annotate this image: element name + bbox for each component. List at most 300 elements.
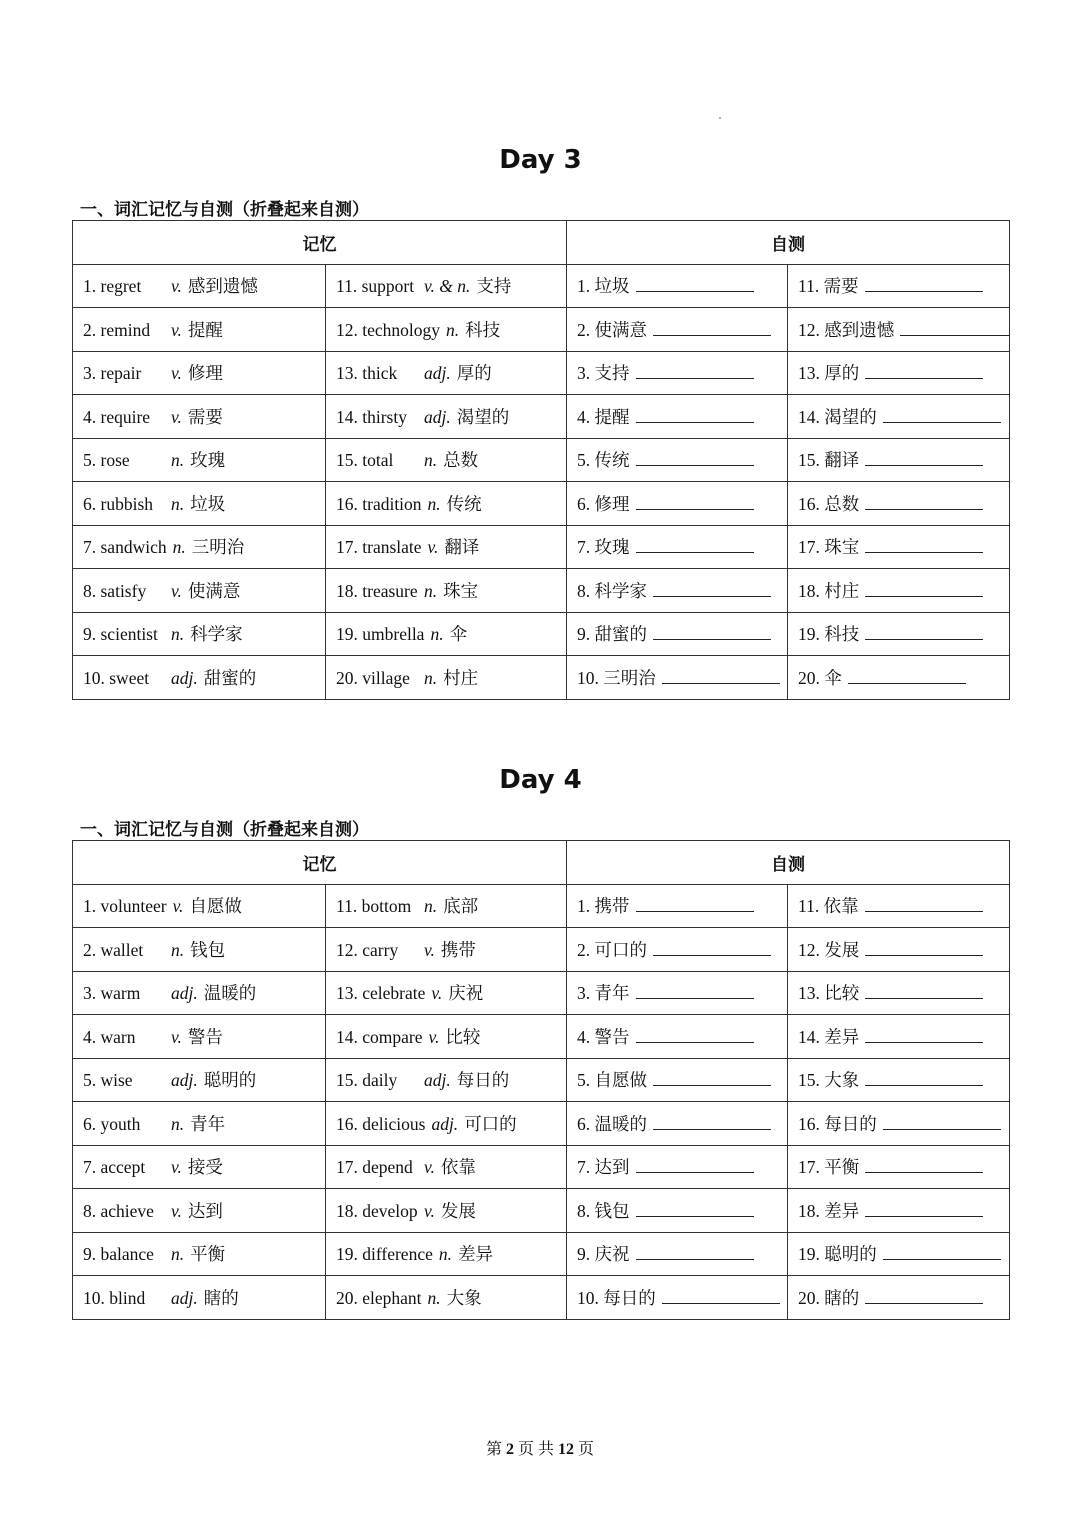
- test-prompt: 16. 每日的: [798, 1113, 877, 1134]
- part-of-speech: adj.: [431, 1113, 459, 1134]
- answer-blank[interactable]: [865, 941, 983, 956]
- test-prompt: 20. 伞: [798, 667, 842, 688]
- chinese-meaning: 警告: [187, 1026, 223, 1047]
- answer-blank[interactable]: [865, 495, 983, 510]
- chinese-meaning: 支持: [476, 276, 512, 297]
- section-heading: 一、词汇记忆与自测（折叠起来自测）: [80, 820, 369, 840]
- table-row: [73, 656, 1010, 700]
- vocab-word: 12. carry: [336, 939, 399, 960]
- test-cell: [567, 971, 788, 1015]
- memory-cell: [326, 928, 567, 972]
- memory-cell: [73, 656, 326, 700]
- part-of-speech: n.: [438, 1244, 452, 1265]
- test-cell: [567, 1232, 788, 1276]
- test-cell: [567, 1102, 788, 1146]
- answer-blank[interactable]: [900, 321, 1009, 336]
- test-cell: [788, 971, 1010, 1015]
- answer-blank[interactable]: [662, 1289, 780, 1304]
- test-prompt: 3. 青年: [577, 983, 630, 1004]
- chinese-meaning: 瞎的: [203, 1287, 239, 1308]
- vocab-word: 20. village: [336, 667, 410, 688]
- answer-blank[interactable]: [636, 984, 754, 999]
- table-row: [73, 308, 1010, 352]
- memory-cell: [73, 525, 326, 569]
- memory-cell: [326, 1015, 567, 1059]
- answer-blank[interactable]: [636, 451, 754, 466]
- table-row: [73, 1058, 1010, 1102]
- test-prompt: 7. 玫瑰: [577, 537, 630, 558]
- vocab-word: 8. satisfy: [83, 580, 147, 601]
- table-row: [73, 438, 1010, 482]
- test-prompt: 1. 携带: [577, 896, 630, 917]
- test-prompt: 3. 支持: [577, 363, 630, 384]
- answer-blank[interactable]: [636, 1202, 754, 1217]
- answer-blank[interactable]: [653, 941, 771, 956]
- answer-blank[interactable]: [636, 364, 754, 379]
- test-prompt: 16. 总数: [798, 493, 860, 514]
- test-cell: [567, 308, 788, 352]
- vocab-word: 15. total: [336, 450, 394, 471]
- test-cell: [567, 656, 788, 700]
- vocab-word: 14. thirsty: [336, 406, 407, 427]
- vocab-word: 5. rose: [83, 450, 130, 471]
- vocab-word: 18. treasure: [336, 580, 418, 601]
- chinese-meaning: 达到: [187, 1200, 223, 1221]
- part-of-speech: n.: [172, 537, 186, 558]
- memory-cell: [326, 1276, 567, 1320]
- test-cell: [788, 482, 1010, 526]
- vocab-word: 19. umbrella: [336, 624, 425, 645]
- test-cell: [567, 928, 788, 972]
- answer-blank[interactable]: [865, 538, 983, 553]
- part-of-speech: n.: [171, 1113, 185, 1134]
- test-cell: [788, 1276, 1010, 1320]
- day-title: Day 4: [499, 765, 582, 795]
- chinese-meaning: 总数: [443, 450, 479, 471]
- memory-cell: [326, 1102, 567, 1146]
- vocab-word: 15. daily: [336, 1070, 398, 1091]
- answer-blank[interactable]: [865, 451, 983, 466]
- table-row: [73, 1189, 1010, 1233]
- test-prompt: 13. 厚的: [798, 363, 860, 384]
- answer-blank[interactable]: [636, 1245, 754, 1260]
- memory-cell: [73, 438, 326, 482]
- memory-cell: [326, 1189, 567, 1233]
- chinese-meaning: 需要: [187, 406, 223, 427]
- memory-header: 记忆: [73, 221, 567, 265]
- vocab-word: 5. wise: [83, 1070, 133, 1091]
- test-prompt: 10. 每日的: [577, 1287, 656, 1308]
- part-of-speech: adj.: [424, 406, 451, 427]
- chinese-meaning: 玫瑰: [190, 450, 226, 471]
- answer-blank[interactable]: [865, 582, 983, 597]
- test-cell: [567, 1015, 788, 1059]
- memory-cell: [73, 351, 326, 395]
- test-prompt: 20. 瞎的: [798, 1287, 860, 1308]
- footer-middle: 页 共: [517, 1441, 554, 1458]
- vocab-word: 2. remind: [83, 319, 151, 340]
- answer-blank[interactable]: [865, 984, 983, 999]
- answer-blank[interactable]: [636, 538, 754, 553]
- test-cell: [567, 525, 788, 569]
- part-of-speech: n.: [424, 450, 438, 471]
- test-prompt: 10. 三明治: [577, 667, 656, 688]
- answer-blank[interactable]: [636, 408, 754, 423]
- table-row: [73, 1015, 1010, 1059]
- table-row: [73, 395, 1010, 439]
- vocab-word: 18. develop: [336, 1200, 418, 1221]
- part-of-speech: v.: [171, 1026, 182, 1047]
- test-cell: [788, 1102, 1010, 1146]
- chinese-meaning: 使满意: [187, 580, 241, 601]
- test-prompt: 13. 比较: [798, 983, 860, 1004]
- part-of-speech: n.: [171, 450, 185, 471]
- test-cell: [788, 1058, 1010, 1102]
- part-of-speech: v.: [424, 1157, 435, 1178]
- vocab-word: 20. elephant: [336, 1287, 422, 1308]
- memory-cell: [73, 1232, 326, 1276]
- test-cell: [567, 1058, 788, 1102]
- chinese-meaning: 聪明的: [203, 1070, 257, 1091]
- part-of-speech: adj.: [171, 667, 198, 688]
- test-header: 自测: [567, 841, 1010, 885]
- test-cell: [788, 928, 1010, 972]
- part-of-speech: n.: [427, 1287, 441, 1308]
- part-of-speech: adj.: [171, 983, 198, 1004]
- part-of-speech: v.: [424, 1200, 435, 1221]
- test-prompt: 14. 渴望的: [798, 406, 877, 427]
- test-cell: [567, 612, 788, 656]
- test-cell: [567, 1145, 788, 1189]
- test-prompt: 19. 聪明的: [798, 1244, 877, 1265]
- test-prompt: 6. 温暖的: [577, 1113, 647, 1134]
- vocab-word: 16. tradition: [336, 493, 422, 514]
- part-of-speech: v.: [171, 363, 182, 384]
- answer-blank[interactable]: [865, 897, 983, 912]
- vocab-word: 16. delicious: [336, 1113, 426, 1134]
- page-footer: [0, 1436, 1080, 1459]
- part-of-speech: v.: [171, 1200, 182, 1221]
- memory-cell: [73, 612, 326, 656]
- vocab-word: 8. achieve: [83, 1200, 154, 1221]
- vocab-word: 11. bottom: [336, 896, 412, 917]
- part-of-speech: v. & n.: [424, 276, 471, 297]
- memory-cell: [73, 264, 326, 308]
- chinese-meaning: 庆祝: [448, 983, 484, 1004]
- chinese-meaning: 钱包: [190, 939, 226, 960]
- answer-blank[interactable]: [662, 669, 780, 684]
- answer-blank[interactable]: [865, 1289, 983, 1304]
- table-row: [73, 1232, 1010, 1276]
- test-cell: [788, 264, 1010, 308]
- chinese-meaning: 翻译: [444, 537, 480, 558]
- answer-blank[interactable]: [883, 408, 1001, 423]
- test-prompt: 12. 感到遗憾: [798, 319, 895, 340]
- chinese-meaning: 垃圾: [190, 493, 226, 514]
- chinese-meaning: 青年: [190, 1113, 226, 1134]
- footer-total: 12: [558, 1441, 574, 1458]
- vocab-word: 14. compare: [336, 1026, 423, 1047]
- memory-cell: [326, 308, 567, 352]
- test-cell: [788, 1189, 1010, 1233]
- part-of-speech: adj.: [424, 363, 451, 384]
- part-of-speech: v.: [172, 896, 184, 917]
- answer-blank[interactable]: [653, 1115, 771, 1130]
- table-row: [73, 612, 1010, 656]
- test-prompt: 11. 需要: [798, 276, 859, 297]
- chinese-meaning: 提醒: [187, 319, 223, 340]
- speck-mark: [719, 117, 721, 119]
- chinese-meaning: 比较: [445, 1026, 481, 1047]
- day-title: Day 3: [499, 145, 582, 175]
- vocab-word: 13. celebrate: [336, 983, 426, 1004]
- chinese-meaning: 每日的: [456, 1070, 510, 1091]
- part-of-speech: v.: [171, 1157, 182, 1178]
- vocab-word: 13. thick: [336, 363, 398, 384]
- test-cell: [567, 482, 788, 526]
- vocab-table: [72, 840, 1010, 1320]
- test-cell: [567, 569, 788, 613]
- test-prompt: 9. 甜蜜的: [577, 624, 647, 645]
- memory-cell: [326, 971, 567, 1015]
- vocab-word: 7. sandwich: [83, 537, 167, 558]
- vocab-word: 4. require: [83, 406, 151, 427]
- memory-cell: [73, 971, 326, 1015]
- vocab-word: 3. warm: [83, 983, 141, 1004]
- test-prompt: 7. 达到: [577, 1157, 630, 1178]
- part-of-speech: n.: [171, 493, 185, 514]
- test-cell: [788, 438, 1010, 482]
- table-row: [73, 525, 1010, 569]
- part-of-speech: v.: [171, 406, 182, 427]
- chinese-meaning: 修理: [187, 363, 223, 384]
- vocab-word: 3. repair: [83, 363, 142, 384]
- vocab-word: 4. warn: [83, 1026, 136, 1047]
- test-prompt: 18. 差异: [798, 1200, 860, 1221]
- memory-cell: [73, 482, 326, 526]
- answer-blank[interactable]: [636, 897, 754, 912]
- answer-blank[interactable]: [636, 277, 754, 292]
- test-prompt: 15. 翻译: [798, 450, 860, 471]
- test-cell: [567, 884, 788, 928]
- memory-cell: [326, 612, 567, 656]
- table-row: [73, 569, 1010, 613]
- test-prompt: 1. 垃圾: [577, 276, 630, 297]
- vocab-word: 19. difference: [336, 1244, 433, 1265]
- test-cell: [567, 438, 788, 482]
- table-row: [73, 351, 1010, 395]
- test-prompt: 17. 平衡: [798, 1157, 860, 1178]
- test-prompt: 8. 科学家: [577, 580, 647, 601]
- memory-cell: [326, 525, 567, 569]
- chinese-meaning: 携带: [440, 939, 476, 960]
- chinese-meaning: 平衡: [190, 1244, 226, 1265]
- answer-blank[interactable]: [865, 1158, 983, 1173]
- test-prompt: 15. 大象: [798, 1070, 860, 1091]
- test-prompt: 5. 传统: [577, 450, 630, 471]
- table-row: [73, 928, 1010, 972]
- test-prompt: 4. 提醒: [577, 406, 630, 427]
- answer-blank[interactable]: [865, 1202, 983, 1217]
- memory-cell: [73, 884, 326, 928]
- chinese-meaning: 厚的: [456, 363, 492, 384]
- vocab-word: 10. sweet: [83, 667, 150, 688]
- part-of-speech: n.: [424, 667, 438, 688]
- answer-blank[interactable]: [865, 1028, 983, 1043]
- chinese-meaning: 发展: [440, 1200, 476, 1221]
- memory-cell: [73, 395, 326, 439]
- answer-blank[interactable]: [653, 625, 771, 640]
- memory-cell: [326, 1058, 567, 1102]
- answer-blank[interactable]: [865, 364, 983, 379]
- test-cell: [788, 1015, 1010, 1059]
- answer-blank[interactable]: [636, 1028, 754, 1043]
- test-cell: [567, 1189, 788, 1233]
- chinese-meaning: 感到遗憾: [187, 276, 258, 297]
- table-row: [73, 482, 1010, 526]
- test-cell: [788, 612, 1010, 656]
- table-row: [73, 971, 1010, 1015]
- test-cell: [788, 525, 1010, 569]
- test-cell: [788, 395, 1010, 439]
- memory-header: 记忆: [73, 841, 567, 885]
- answer-blank[interactable]: [653, 1071, 771, 1086]
- table-row: [73, 1145, 1010, 1189]
- memory-cell: [73, 308, 326, 352]
- chinese-meaning: 自愿做: [189, 896, 242, 917]
- chinese-meaning: 珠宝: [443, 580, 479, 601]
- vocab-word: 10. blind: [83, 1287, 146, 1308]
- answer-blank[interactable]: [653, 582, 771, 597]
- chinese-meaning: 温暖的: [203, 983, 257, 1004]
- test-prompt: 5. 自愿做: [577, 1070, 647, 1091]
- test-prompt: 2. 使满意: [577, 319, 647, 340]
- memory-cell: [326, 569, 567, 613]
- chinese-meaning: 依靠: [440, 1157, 476, 1178]
- test-prompt: 4. 警告: [577, 1026, 630, 1047]
- part-of-speech: n.: [430, 624, 444, 645]
- part-of-speech: v.: [427, 537, 439, 558]
- part-of-speech: v.: [171, 276, 182, 297]
- memory-cell: [326, 482, 567, 526]
- part-of-speech: adj.: [171, 1070, 198, 1091]
- part-of-speech: v.: [424, 939, 435, 960]
- part-of-speech: adj.: [171, 1287, 198, 1308]
- test-prompt: 17. 珠宝: [798, 537, 860, 558]
- part-of-speech: n.: [424, 580, 438, 601]
- memory-cell: [73, 1276, 326, 1320]
- part-of-speech: n.: [427, 493, 441, 514]
- test-prompt: 9. 庆祝: [577, 1244, 630, 1265]
- answer-blank[interactable]: [653, 321, 771, 336]
- chinese-meaning: 差异: [457, 1244, 493, 1265]
- test-header: 自测: [567, 221, 1010, 265]
- part-of-speech: adj.: [424, 1070, 451, 1091]
- chinese-meaning: 底部: [443, 896, 479, 917]
- vocab-table: [72, 220, 1010, 700]
- part-of-speech: n.: [171, 939, 185, 960]
- answer-blank[interactable]: [865, 1071, 983, 1086]
- vocab-word: 12. technology: [336, 319, 441, 340]
- test-cell: [788, 308, 1010, 352]
- part-of-speech: n.: [171, 1244, 185, 1265]
- memory-cell: [73, 1102, 326, 1146]
- memory-cell: [326, 264, 567, 308]
- footer-page: 2: [505, 1441, 514, 1458]
- answer-blank[interactable]: [883, 1245, 1001, 1260]
- chinese-meaning: 三明治: [191, 537, 245, 558]
- test-cell: [788, 569, 1010, 613]
- table-row: [73, 884, 1010, 928]
- chinese-meaning: 伞: [449, 624, 468, 645]
- test-cell: [788, 351, 1010, 395]
- test-prompt: 12. 发展: [798, 939, 860, 960]
- footer-prefix: 第: [485, 1441, 502, 1458]
- test-prompt: 14. 差异: [798, 1026, 860, 1047]
- part-of-speech: v.: [431, 983, 443, 1004]
- vocab-word: 6. youth: [83, 1113, 141, 1134]
- test-prompt: 2. 可口的: [577, 939, 647, 960]
- test-cell: [788, 884, 1010, 928]
- memory-cell: [326, 884, 567, 928]
- memory-cell: [326, 1145, 567, 1189]
- table-row: [73, 1276, 1010, 1320]
- part-of-speech: v.: [171, 319, 182, 340]
- memory-cell: [73, 1058, 326, 1102]
- vocab-word: 1. regret: [83, 276, 142, 297]
- test-prompt: 6. 修理: [577, 493, 630, 514]
- answer-blank[interactable]: [636, 495, 754, 510]
- test-prompt: 11. 依靠: [798, 896, 859, 917]
- test-cell: [567, 395, 788, 439]
- vocab-word: 2. wallet: [83, 939, 144, 960]
- memory-cell: [326, 351, 567, 395]
- chinese-meaning: 可口的: [464, 1113, 517, 1134]
- memory-cell: [326, 395, 567, 439]
- memory-cell: [73, 1189, 326, 1233]
- vocab-word: 11. support: [336, 276, 415, 297]
- part-of-speech: n.: [446, 319, 460, 340]
- test-prompt: 19. 科技: [798, 624, 860, 645]
- answer-blank[interactable]: [636, 1158, 754, 1173]
- test-prompt: 18. 村庄: [798, 580, 860, 601]
- answer-blank[interactable]: [883, 1115, 1001, 1130]
- vocab-word: 17. depend: [336, 1157, 413, 1178]
- test-cell: [567, 351, 788, 395]
- chinese-meaning: 传统: [446, 493, 482, 514]
- table-row: [73, 264, 1010, 308]
- answer-blank[interactable]: [865, 625, 983, 640]
- chinese-meaning: 大象: [446, 1287, 482, 1308]
- vocab-word: 6. rubbish: [83, 493, 153, 514]
- memory-cell: [73, 569, 326, 613]
- section-heading: 一、词汇记忆与自测（折叠起来自测）: [80, 200, 369, 220]
- memory-cell: [73, 1145, 326, 1189]
- memory-cell: [73, 928, 326, 972]
- vocab-word: 7. accept: [83, 1157, 146, 1178]
- answer-blank[interactable]: [865, 277, 983, 292]
- footer-suffix: 页: [578, 1441, 595, 1458]
- answer-blank[interactable]: [848, 669, 966, 684]
- chinese-meaning: 甜蜜的: [203, 667, 257, 688]
- vocab-word: 9. balance: [83, 1244, 154, 1265]
- memory-cell: [73, 1015, 326, 1059]
- part-of-speech: n.: [171, 624, 185, 645]
- chinese-meaning: 渴望的: [456, 406, 510, 427]
- vocab-word: 9. scientist: [83, 624, 158, 645]
- vocab-word: 17. translate: [336, 537, 422, 558]
- part-of-speech: v.: [428, 1026, 440, 1047]
